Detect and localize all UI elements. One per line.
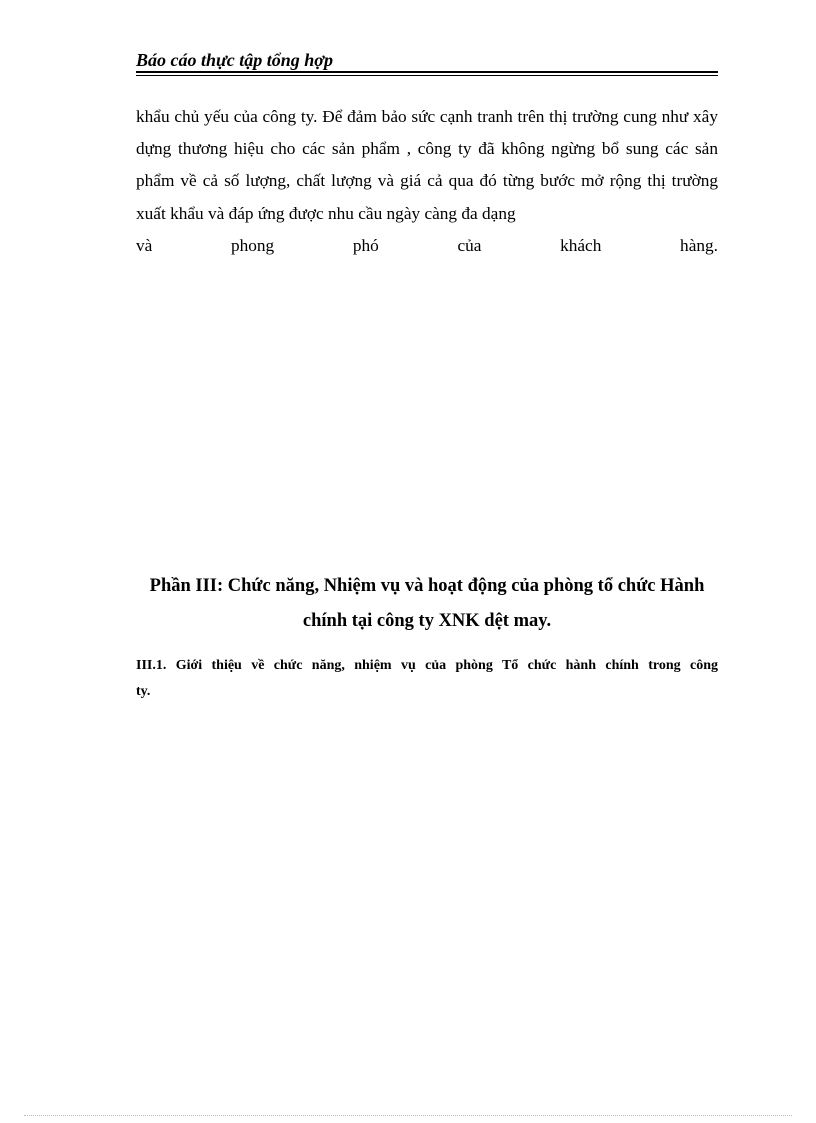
header-rule-thin (136, 75, 718, 76)
word: phó (352, 235, 379, 255)
subsection-heading (136, 653, 718, 705)
word: và (136, 235, 153, 255)
subheading-line: III.1. Giới thiệu về chức năng, nhiệm vụ của phòng Tổ chức hành chính trong công (136, 658, 718, 673)
page-bottom-border (24, 1115, 792, 1116)
word: hàng. (680, 235, 718, 255)
paragraph-last-line (136, 230, 718, 262)
header-title: Báo cáo thực tập tổng hợp (136, 50, 333, 70)
body-paragraph (136, 101, 718, 262)
subheading-line: ty. (136, 684, 151, 699)
word: của (457, 235, 482, 255)
paragraph-text: khẩu chủ yếu của công ty. Để đảm bảo sức cạnh tranh trên thị trường cung như xây dựng thương hiệu cho các sản phẩm , công ty đã không ngừng bổ sung các sản phẩm về cả số lượng, chất lượng và giá cả qua đó từng bước mở rộng thị trường xuất khẩu và đáp ứng được nhu cầu ngày càng đa dạng (136, 107, 718, 223)
section-heading (136, 569, 718, 639)
heading-line: chính tại công ty XNK dệt may. (302, 611, 552, 631)
word: khách (560, 235, 602, 255)
heading-line: Phần III: Chức năng, Nhiệm vụ và hoạt động của phòng tổ chức Hành (149, 576, 705, 596)
page-header (136, 49, 718, 71)
word: phong (230, 235, 275, 255)
header-rule (136, 71, 718, 73)
